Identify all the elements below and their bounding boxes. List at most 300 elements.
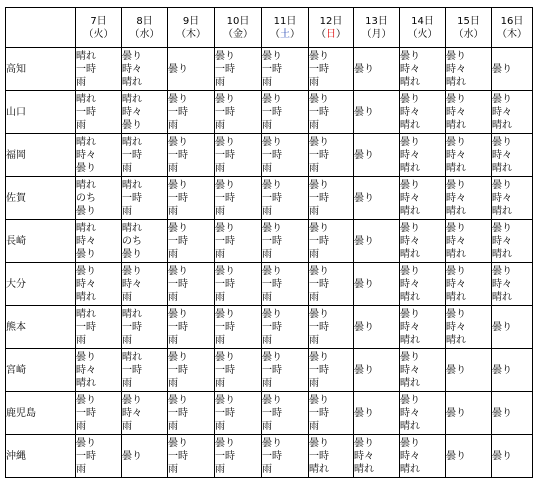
date-header	[400, 8, 446, 48]
forecast-cell	[400, 349, 446, 392]
table-row	[6, 48, 533, 91]
forecast-cell	[400, 306, 446, 349]
forecast-text: 曇り	[262, 437, 282, 449]
forecast-text: 一時	[262, 278, 282, 290]
forecast-cell	[309, 349, 354, 392]
forecast-text: 曇り	[215, 308, 235, 320]
forecast-cell	[76, 91, 122, 134]
forecast-text: 一時	[76, 321, 96, 333]
forecast-cell	[309, 48, 354, 91]
day-label: 8日	[136, 15, 153, 27]
forecast-text: 雨	[122, 377, 132, 389]
forecast-text: 雨	[122, 162, 132, 174]
forecast-cell	[309, 435, 354, 478]
forecast-text: 曇り	[262, 308, 282, 320]
forecast-cell	[400, 48, 446, 91]
forecast-cell	[354, 263, 400, 306]
forecast-text: 雨	[168, 377, 178, 389]
forecast-text: 曇り	[400, 136, 420, 148]
forecast-text: 曇り	[309, 136, 329, 148]
forecast-text: 雨	[309, 119, 319, 131]
forecast-text: 雨	[168, 248, 178, 260]
forecast-text: 晴れ	[400, 76, 420, 88]
forecast-text: 雨	[168, 162, 178, 174]
forecast-text: 雨	[76, 463, 86, 475]
day-label: 11日	[273, 15, 297, 27]
forecast-text: 曇り	[215, 222, 235, 234]
forecast-text: 一時	[262, 407, 282, 419]
forecast-text: 時々	[122, 63, 142, 75]
table-header	[6, 8, 533, 48]
forecast-text: 一時	[168, 235, 188, 247]
forecast-text: 晴れ	[400, 205, 420, 217]
forecast-text: 一時	[76, 63, 96, 75]
forecast-text: 晴れ	[446, 162, 466, 174]
forecast-cell	[400, 91, 446, 134]
forecast-text: 時々	[400, 278, 420, 290]
forecast-text: 晴れ	[492, 205, 512, 217]
weekday-label	[309, 28, 353, 41]
forecast-cell	[354, 220, 400, 263]
forecast-text: 曇り	[262, 351, 282, 363]
forecast-text: 晴れ	[76, 308, 96, 320]
forecast-text: 曇り	[76, 162, 96, 174]
forecast-text: 雨	[215, 162, 225, 174]
forecast-text: 曇り	[76, 351, 96, 363]
forecast-text: 曇り	[309, 265, 329, 277]
forecast-text: 雨	[262, 463, 272, 475]
forecast-cell	[400, 220, 446, 263]
forecast-text: 雨	[309, 420, 319, 432]
forecast-text: 曇り	[76, 265, 96, 277]
forecast-text: 晴れ	[76, 222, 96, 234]
day-label: 7日	[90, 15, 107, 27]
forecast-text: 曇り	[446, 136, 466, 148]
forecast-cell	[492, 48, 533, 91]
forecast-text: 曇り	[122, 394, 142, 406]
forecast-text: 一時	[215, 321, 235, 333]
forecast-text: 曇り	[446, 222, 466, 234]
weekday-close: ）	[290, 28, 300, 40]
forecast-text: 一時	[215, 450, 235, 462]
forecast-cell	[168, 263, 215, 306]
forecast-cell	[492, 349, 533, 392]
forecast-text: 一時	[309, 149, 329, 161]
forecast-text: 曇り	[400, 50, 420, 62]
forecast-text: 曇り	[400, 351, 420, 363]
corner-cell	[6, 8, 76, 48]
forecast-cell	[446, 306, 492, 349]
forecast-text: 曇り	[122, 248, 142, 260]
forecast-text: 曇り	[168, 437, 188, 449]
forecast-text: 時々	[400, 106, 420, 118]
forecast-cell	[122, 91, 168, 134]
forecast-text: 曇り	[354, 235, 374, 247]
forecast-text: 雨	[215, 205, 225, 217]
forecast-cell	[168, 220, 215, 263]
weather-forecast-table	[5, 7, 533, 478]
forecast-cell	[354, 306, 400, 349]
forecast-cell	[354, 91, 400, 134]
forecast-cell	[400, 134, 446, 177]
forecast-cell	[262, 220, 309, 263]
forecast-cell	[215, 48, 262, 91]
forecast-text: 一時	[168, 192, 188, 204]
forecast-text: 雨	[76, 119, 86, 131]
forecast-cell	[76, 134, 122, 177]
forecast-text: 時々	[492, 192, 512, 204]
forecast-text: 雨	[215, 420, 225, 432]
date-header-sunday	[309, 8, 354, 48]
forecast-text: 曇り	[354, 63, 374, 75]
sunday-char: 日	[326, 28, 336, 40]
forecast-text: 雨	[309, 205, 319, 217]
forecast-cell	[262, 134, 309, 177]
forecast-text: 曇り	[215, 179, 235, 191]
forecast-cell	[400, 392, 446, 435]
forecast-text: 雨	[215, 377, 225, 389]
forecast-cell	[76, 392, 122, 435]
forecast-text: 曇り	[354, 149, 374, 161]
forecast-text: 雨	[262, 205, 272, 217]
forecast-text: 晴れ	[122, 76, 142, 88]
forecast-text: 晴れ	[122, 351, 142, 363]
forecast-cell	[122, 48, 168, 91]
table-row	[6, 220, 533, 263]
forecast-text: 雨	[215, 334, 225, 346]
day-label: 13日	[365, 15, 388, 27]
forecast-cell	[262, 435, 309, 478]
day-label: 9日	[182, 15, 200, 27]
forecast-text: 曇り	[492, 179, 512, 191]
forecast-text: 曇り	[215, 351, 235, 363]
forecast-cell	[309, 91, 354, 134]
forecast-text: 一時	[262, 106, 282, 118]
forecast-text: 晴れ	[446, 248, 466, 260]
forecast-cell	[446, 349, 492, 392]
forecast-text: 晴れ	[446, 291, 466, 303]
forecast-cell	[446, 392, 492, 435]
day-label: 12日	[319, 15, 343, 27]
forecast-text: 曇り	[309, 394, 329, 406]
forecast-cell	[122, 263, 168, 306]
forecast-text: 曇り	[446, 364, 466, 376]
table-row	[6, 435, 533, 478]
forecast-cell	[309, 392, 354, 435]
forecast-cell	[76, 220, 122, 263]
forecast-text: 一時	[215, 235, 235, 247]
forecast-text: 晴れ	[76, 93, 96, 105]
forecast-cell	[168, 177, 215, 220]
forecast-text: 雨	[215, 291, 225, 303]
forecast-text: 晴れ	[122, 179, 142, 191]
forecast-text: 時々	[76, 364, 96, 376]
forecast-text: 晴れ	[122, 93, 142, 105]
forecast-text: 雨	[215, 76, 225, 88]
forecast-cell	[446, 177, 492, 220]
forecast-text: 雨	[76, 334, 86, 346]
forecast-text: 晴れ	[400, 463, 420, 475]
forecast-text: 雨	[168, 291, 178, 303]
weekday-open: （	[316, 28, 326, 40]
saturday-char: 土	[280, 28, 290, 40]
forecast-text: 一時	[168, 321, 188, 333]
weekday-close: ）	[336, 28, 346, 40]
table-row	[6, 91, 533, 134]
forecast-cell	[354, 349, 400, 392]
date-header	[446, 8, 492, 48]
forecast-text: 時々	[400, 364, 420, 376]
forecast-text: 曇り	[492, 407, 512, 419]
forecast-text: 雨	[168, 205, 178, 217]
weekday-label: （火）	[83, 28, 114, 40]
prefecture-name: 沖縄	[6, 435, 76, 478]
forecast-text: 雨	[122, 420, 132, 432]
forecast-cell	[309, 306, 354, 349]
forecast-text: 晴れ	[400, 291, 420, 303]
forecast-text: 雨	[168, 420, 178, 432]
forecast-cell	[215, 435, 262, 478]
forecast-cell	[309, 177, 354, 220]
forecast-text: 曇り	[122, 450, 142, 462]
forecast-text: 曇り	[309, 437, 329, 449]
forecast-text: 雨	[215, 248, 225, 260]
forecast-text: 曇り	[446, 93, 466, 105]
forecast-text: 雨	[309, 248, 319, 260]
date-header	[492, 8, 533, 48]
forecast-text: 曇り	[168, 93, 188, 105]
forecast-text: 雨	[262, 334, 272, 346]
header-row	[6, 8, 533, 48]
forecast-cell	[168, 435, 215, 478]
forecast-text: 時々	[446, 149, 466, 161]
forecast-text: 曇り	[354, 321, 374, 333]
forecast-text: 曇り	[262, 179, 282, 191]
forecast-text: 曇り	[446, 308, 466, 320]
forecast-text: 時々	[492, 149, 512, 161]
forecast-cell	[446, 220, 492, 263]
prefecture-name: 山口	[6, 91, 76, 134]
forecast-text: 曇り	[400, 437, 420, 449]
forecast-text: 雨	[262, 377, 272, 389]
forecast-text: 時々	[354, 450, 374, 462]
forecast-text: 雨	[309, 162, 319, 174]
date-header	[76, 8, 122, 48]
forecast-text: 晴れ	[446, 205, 466, 217]
forecast-cell	[354, 392, 400, 435]
forecast-cell	[262, 91, 309, 134]
day-label: 14日	[411, 15, 434, 27]
date-header	[215, 8, 262, 48]
forecast-text: 一時	[76, 407, 96, 419]
forecast-text: 晴れ	[122, 136, 142, 148]
prefecture-name: 鹿児島	[6, 392, 76, 435]
forecast-text: 時々	[446, 321, 466, 333]
forecast-text: 一時	[309, 192, 329, 204]
date-header	[122, 8, 168, 48]
forecast-text: 時々	[400, 149, 420, 161]
forecast-text: 曇り	[400, 394, 420, 406]
prefecture-name: 福岡	[6, 134, 76, 177]
forecast-text: 時々	[446, 192, 466, 204]
forecast-cell	[122, 134, 168, 177]
weekday-label	[262, 28, 308, 41]
forecast-text: 晴れ	[76, 136, 96, 148]
forecast-text: 晴れ	[76, 50, 96, 62]
forecast-text: 曇り	[168, 394, 188, 406]
forecast-text: 時々	[492, 278, 512, 290]
forecast-text: 一時	[309, 364, 329, 376]
forecast-text: 曇り	[76, 437, 96, 449]
forecast-text: 一時	[262, 63, 282, 75]
forecast-cell	[262, 48, 309, 91]
forecast-text: 時々	[122, 278, 142, 290]
forecast-text: 晴れ	[400, 119, 420, 131]
forecast-text: 晴れ	[309, 463, 329, 475]
forecast-text: 曇り	[309, 179, 329, 191]
date-header-saturday	[262, 8, 309, 48]
forecast-text: 曇り	[446, 50, 466, 62]
forecast-text: 曇り	[76, 205, 96, 217]
forecast-cell	[262, 263, 309, 306]
forecast-text: 雨	[262, 248, 272, 260]
forecast-text: 曇り	[492, 93, 512, 105]
forecast-text: 時々	[400, 321, 420, 333]
forecast-text: 晴れ	[400, 334, 420, 346]
forecast-text: 雨	[309, 291, 319, 303]
forecast-text: 曇り	[492, 364, 512, 376]
forecast-cell	[122, 220, 168, 263]
forecast-cell	[168, 392, 215, 435]
forecast-text: 一時	[122, 321, 142, 333]
forecast-text: 雨	[262, 162, 272, 174]
forecast-text: 曇り	[400, 179, 420, 191]
forecast-text: 曇り	[122, 50, 142, 62]
forecast-text: 曇り	[262, 93, 282, 105]
forecast-cell	[76, 349, 122, 392]
weekday-label: （木）	[176, 28, 206, 40]
forecast-text: 雨	[168, 463, 178, 475]
forecast-text: 晴れ	[492, 291, 512, 303]
forecast-text: 曇り	[492, 63, 512, 75]
forecast-text: 曇り	[168, 136, 188, 148]
forecast-text: 晴れ	[400, 377, 420, 389]
prefecture-name: 長崎	[6, 220, 76, 263]
forecast-text: 晴れ	[354, 463, 374, 475]
forecast-cell	[215, 220, 262, 263]
forecast-text: 雨	[309, 76, 319, 88]
forecast-text: 一時	[309, 321, 329, 333]
table-row	[6, 263, 533, 306]
forecast-text: 雨	[262, 291, 272, 303]
forecast-text: 一時	[122, 149, 142, 161]
forecast-text: 一時	[76, 450, 96, 462]
forecast-cell	[446, 48, 492, 91]
forecast-text: 時々	[446, 278, 466, 290]
forecast-text: 曇り	[168, 308, 188, 320]
forecast-text: 一時	[262, 364, 282, 376]
forecast-cell	[122, 392, 168, 435]
forecast-cell	[168, 134, 215, 177]
forecast-cell	[215, 177, 262, 220]
forecast-text: 曇り	[309, 50, 329, 62]
forecast-text: 一時	[309, 278, 329, 290]
forecast-text: 曇り	[309, 351, 329, 363]
forecast-text: 雨	[76, 420, 86, 432]
forecast-text: 一時	[262, 450, 282, 462]
forecast-text: 曇り	[262, 136, 282, 148]
forecast-text: 一時	[309, 450, 329, 462]
forecast-text: 曇り	[492, 450, 512, 462]
forecast-text: 曇り	[400, 308, 420, 320]
forecast-text: 晴れ	[122, 222, 142, 234]
forecast-cell	[168, 91, 215, 134]
forecast-text: 雨	[262, 119, 272, 131]
forecast-text: 時々	[446, 63, 466, 75]
forecast-text: 曇り	[492, 222, 512, 234]
forecast-text: 時々	[446, 235, 466, 247]
forecast-cell	[446, 263, 492, 306]
forecast-cell	[168, 349, 215, 392]
forecast-text: 曇り	[262, 265, 282, 277]
date-header	[168, 8, 215, 48]
forecast-text: 一時	[309, 63, 329, 75]
forecast-text: 曇り	[262, 222, 282, 234]
forecast-cell	[400, 435, 446, 478]
forecast-text: 一時	[215, 63, 235, 75]
forecast-text: 雨	[122, 334, 132, 346]
forecast-text: 時々	[400, 407, 420, 419]
forecast-text: 時々	[400, 450, 420, 462]
forecast-cell	[446, 134, 492, 177]
forecast-text: 曇り	[215, 265, 235, 277]
forecast-text: 時々	[492, 235, 512, 247]
forecast-cell	[446, 91, 492, 134]
forecast-text: 曇り	[215, 394, 235, 406]
forecast-text: 時々	[400, 235, 420, 247]
forecast-text: 曇り	[492, 136, 512, 148]
forecast-cell	[446, 435, 492, 478]
forecast-cell	[215, 263, 262, 306]
forecast-text: 一時	[215, 407, 235, 419]
table-row	[6, 349, 533, 392]
forecast-cell	[215, 134, 262, 177]
forecast-cell	[309, 134, 354, 177]
forecast-text: 曇り	[168, 222, 188, 234]
forecast-cell	[492, 177, 533, 220]
forecast-text: 時々	[122, 106, 142, 118]
forecast-text: 曇り	[215, 437, 235, 449]
forecast-text: 一時	[309, 235, 329, 247]
forecast-text: のち	[122, 235, 142, 247]
forecast-cell	[76, 48, 122, 91]
table-body	[6, 48, 533, 478]
table-row	[6, 306, 533, 349]
forecast-text: 曇り	[354, 192, 374, 204]
forecast-cell	[492, 392, 533, 435]
forecast-text: 晴れ	[76, 377, 96, 389]
forecast-cell	[215, 349, 262, 392]
forecast-text: 曇り	[215, 136, 235, 148]
weekday-label: （水）	[453, 28, 484, 40]
forecast-cell	[168, 306, 215, 349]
forecast-text: 時々	[122, 407, 142, 419]
forecast-text: 一時	[262, 321, 282, 333]
forecast-text: 一時	[262, 149, 282, 161]
forecast-text: 雨	[168, 119, 178, 131]
forecast-text: 曇り	[354, 106, 374, 118]
forecast-text: 曇り	[400, 93, 420, 105]
